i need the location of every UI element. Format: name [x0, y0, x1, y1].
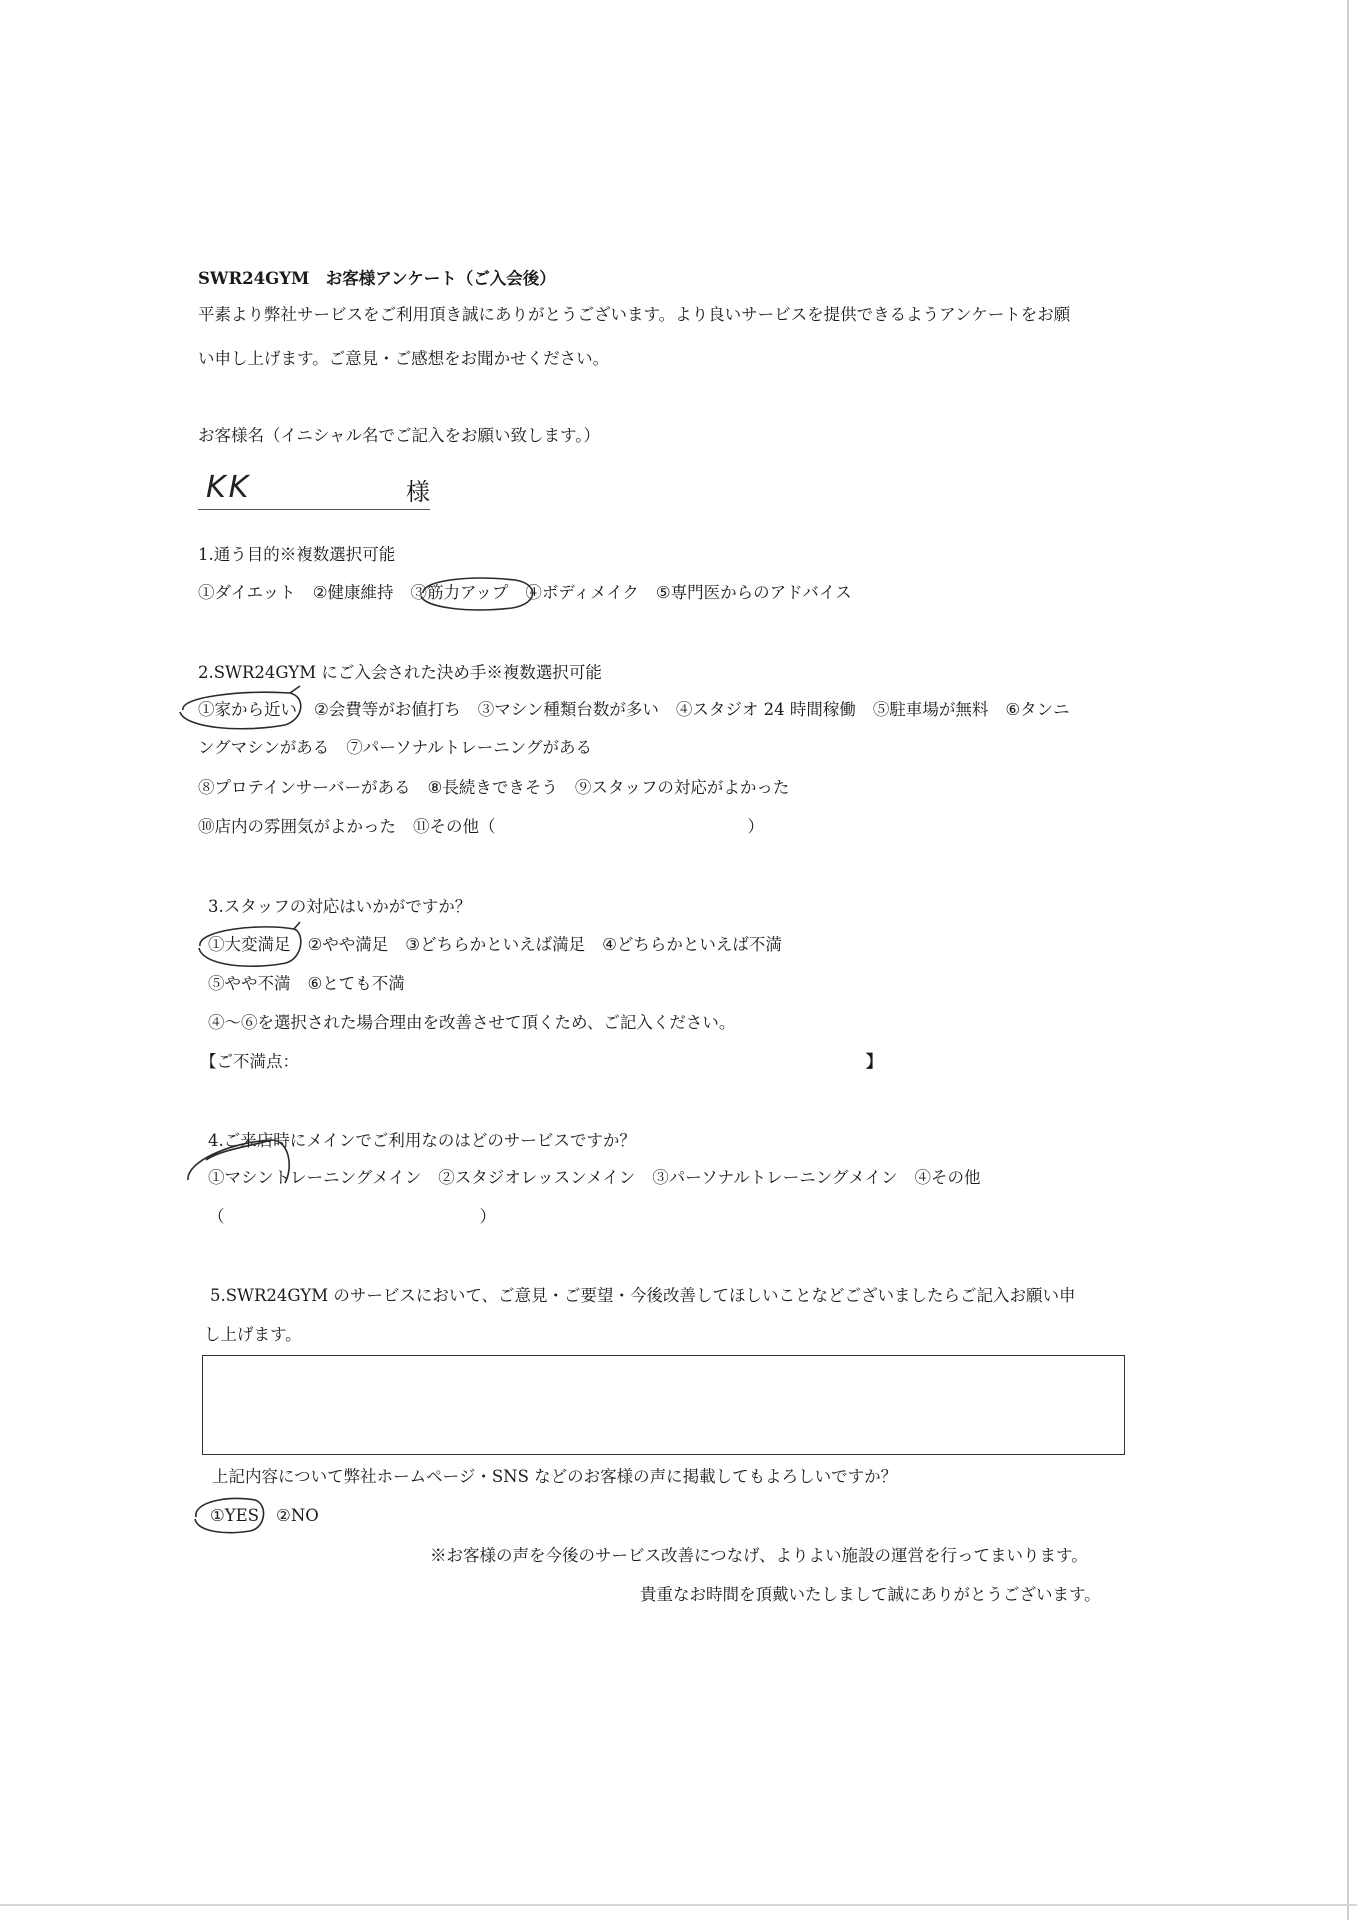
publish-question: 上記内容について弊社ホームページ・SNS などのお客様の声に掲載してもよろしいですか？ [212, 1467, 898, 1486]
q1-option-5[interactable]: ⑤専門医からのアドバイス [655, 583, 852, 602]
q2-option-1[interactable]: ①家から近い [198, 700, 297, 719]
publish-option-yes[interactable]: ①YES [210, 1506, 260, 1525]
q2-option-2[interactable]: ②会費等がお値打ち [314, 700, 461, 719]
q2-option-6-cont[interactable]: ングマシンがある [198, 738, 330, 757]
q5-question-line-1: 5.SWR24GYM のサービスにおいて、ご意見・ご要望・今後改善してほしいことなどございましたらご記入お願い申 [210, 1286, 1076, 1305]
q5-question-line-2: し上げます。 [204, 1325, 302, 1344]
q2-options-row-3 [198, 777, 789, 799]
scan-edge-bottom [0, 1904, 1357, 1906]
footer-line-2: 貴重なお時間を頂戴いたしまして誠にありがとうございます。 [640, 1585, 1101, 1604]
footer-line-1: ※お客様の声を今後のサービス改善につなげ、よりよい施設の運営を行ってまいります。 [430, 1546, 1088, 1565]
q3-option-1[interactable]: ①大変満足 [208, 935, 291, 954]
q3-option-4[interactable]: ④どちらかといえば不満 [602, 935, 782, 954]
intro-line-2: い申し上げます。ご意見・ご感想をお聞かせください。 [198, 349, 610, 368]
scan-edge-right [1347, 0, 1349, 1920]
q3-option-3[interactable]: ③どちらかといえば満足 [405, 935, 586, 954]
q1-options [198, 582, 852, 604]
publish-option-no[interactable]: ②NO [276, 1506, 319, 1525]
q3-option-6[interactable]: ⑥とても不満 [307, 974, 405, 993]
customer-name-underline [198, 509, 430, 510]
q2-option-10[interactable]: ⑩店内の雰囲気がよかった [198, 817, 396, 836]
q2-option-11[interactable]: ⑪その他（ [413, 817, 496, 836]
q2-question: 2.SWR24GYM にご入会された決め手※複数選択可能 [198, 663, 602, 682]
q3-complaint-open: 【ご不満点： [200, 1052, 299, 1071]
q4-option-1[interactable]: ①マシントレーニングメイン [208, 1168, 422, 1187]
q4-other-close: ） [479, 1207, 496, 1226]
q2-option-7[interactable]: ⑦パーソナルトレーニングがある [346, 738, 592, 757]
q5-comment-box[interactable] [202, 1355, 1125, 1455]
q3-option-5[interactable]: ⑤やや不満 [208, 974, 291, 993]
q4-option-4[interactable]: ④その他 [914, 1168, 981, 1187]
q4-options [208, 1167, 980, 1189]
q2-option-3[interactable]: ③マシン種類台数が多い [477, 700, 659, 719]
q2-option-9[interactable]: ⑨スタッフの対応がよかった [574, 778, 790, 797]
q2-option-4[interactable]: ④スタジオ 24 時間稼働 [675, 700, 856, 719]
q3-options-row-2 [208, 973, 405, 995]
q3-complaint-field[interactable] [310, 1051, 860, 1073]
q2-option-5[interactable]: ⑤駐車場が無料 [872, 700, 989, 719]
customer-name-label: お客様名（イニシャル名でご記入をお願い致します。） [198, 426, 600, 445]
q4-other-row [208, 1206, 496, 1228]
survey-title: SWR24GYM お客様アンケート（ご入会後） [198, 269, 556, 288]
q3-note: ④～⑥を選択された場合理由を改善させて頂くため、ご記入ください。 [208, 1013, 736, 1032]
q2-options-row-2 [198, 737, 592, 759]
customer-name-suffix: 様 [406, 478, 430, 506]
q2-options-row-4 [198, 816, 764, 838]
q3-options-row-1 [208, 934, 782, 956]
q4-question: 4.ご来店時にメインでご利用なのはどのサービスですか？ [208, 1131, 636, 1150]
q4-option-2[interactable]: ②スタジオレッスンメイン [438, 1168, 636, 1187]
q4-other-open: （ [208, 1207, 225, 1226]
customer-name-value[interactable]: KK [206, 470, 252, 505]
q2-option-8[interactable]: ⑧プロテインサーバーがある [198, 778, 411, 797]
q1-option-1[interactable]: ①ダイエット [198, 583, 296, 602]
intro-line-1: 平素より弊社サービスをご利用頂き誠にありがとうございます。より良いサービスを提供できるようアンケートをお願 [198, 305, 1071, 324]
q4-option-3[interactable]: ③パーソナルトレーニングメイン [652, 1168, 898, 1187]
q2-option-6[interactable]: ⑥タンニ [1005, 700, 1070, 719]
publish-options [210, 1505, 319, 1527]
q1-option-4[interactable]: ④ボディメイク [525, 583, 639, 602]
q2-option-8b[interactable]: ⑧長続きできそう [427, 778, 558, 797]
q1-option-3[interactable]: ③筋力アップ [410, 583, 509, 602]
q3-option-2[interactable]: ②やや満足 [307, 935, 389, 954]
q3-complaint-close: 】 [866, 1052, 883, 1071]
q1-question: 1.通う目的※複数選択可能 [198, 545, 396, 564]
q3-question: 3.スタッフの対応はいかがですか？ [208, 897, 472, 916]
q2-other-close: ） [747, 817, 764, 836]
q1-option-2[interactable]: ②健康維持 [312, 583, 394, 602]
q2-options-row-1 [198, 699, 1070, 721]
